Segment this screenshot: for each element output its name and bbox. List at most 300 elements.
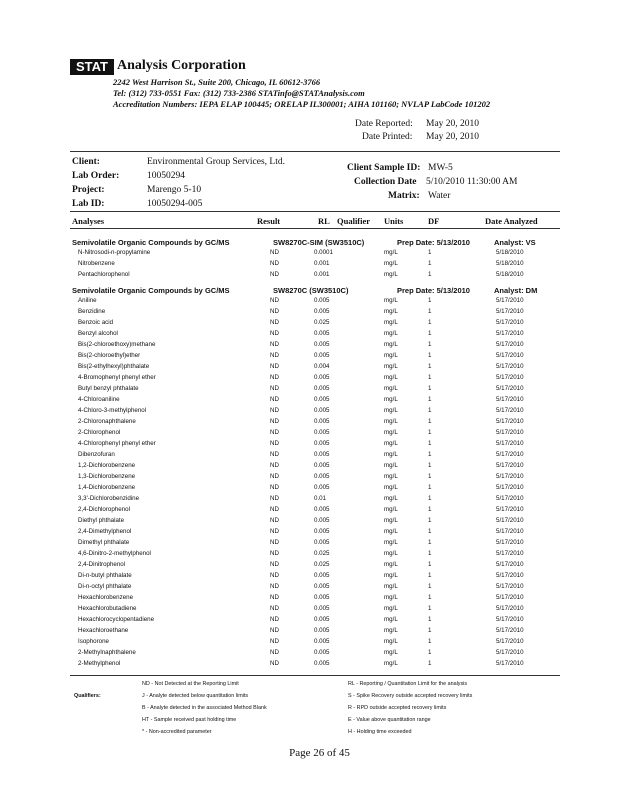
analyte-name: Bis(2-chloroethoxy)methane xyxy=(78,341,156,348)
lab-id-label: Lab ID: xyxy=(72,199,105,209)
table-row xyxy=(0,318,639,329)
analyte-name: Hexachlorobutadiene xyxy=(78,605,137,612)
result-value: ND xyxy=(270,649,279,656)
qualifier-note: * - Non-accredited parameter xyxy=(142,729,212,735)
analyte-name: Benzoic acid xyxy=(78,319,114,326)
dilution-factor: 1 xyxy=(428,407,432,414)
analyte-name: Butyl benzyl phthalate xyxy=(78,385,139,392)
reporting-limit: 0.005 xyxy=(314,539,330,546)
date-analyzed: 5/17/2010 xyxy=(496,385,524,392)
dilution-factor: 1 xyxy=(428,352,432,359)
analyte-name: 2-Methylphenol xyxy=(78,660,121,667)
date-analyzed: 5/17/2010 xyxy=(496,418,524,425)
units-value: mg/L xyxy=(384,638,398,645)
dilution-factor: 1 xyxy=(428,528,432,535)
table-row xyxy=(0,582,639,593)
reporting-limit: 0.005 xyxy=(314,572,330,579)
col-qualifier: Qualifier xyxy=(337,216,371,226)
analyte-name: 3,3'-Dichlorobenzidine xyxy=(78,495,140,502)
analyte-name: Benzidine xyxy=(78,308,106,315)
reporting-limit: 0.005 xyxy=(314,440,330,447)
date-analyzed: 5/17/2010 xyxy=(496,451,524,458)
dilution-factor: 1 xyxy=(428,627,432,634)
result-value: ND xyxy=(270,363,279,370)
lab-logo: STAT xyxy=(70,59,114,75)
table-row xyxy=(0,659,639,670)
analyte-name: 1,4-Dichlorobenzene xyxy=(78,484,136,491)
date-analyzed: 5/17/2010 xyxy=(496,319,524,326)
table-row xyxy=(0,549,639,560)
units-value: mg/L xyxy=(384,605,398,612)
section-analyst: Analyst: DM xyxy=(494,286,538,295)
date-analyzed: 5/17/2010 xyxy=(496,660,524,667)
reporting-limit: 0.005 xyxy=(314,308,330,315)
analyte-name: N-Nitrosodi-n-propylamine xyxy=(78,249,151,256)
result-value: ND xyxy=(270,660,279,667)
analyte-name: 2-Methylnaphthalene xyxy=(78,649,136,656)
result-value: ND xyxy=(270,495,279,502)
units-value: mg/L xyxy=(384,341,398,348)
table-row xyxy=(0,329,639,340)
table-row xyxy=(0,362,639,373)
lab-contact: Tel: (312) 733-0551 Fax: (312) 733-2386 STATinfo@STATAnalysis.com xyxy=(113,88,365,98)
dilution-factor: 1 xyxy=(428,374,432,381)
col-df: DF xyxy=(428,216,440,226)
date-analyzed: 5/17/2010 xyxy=(496,308,524,315)
units-value: mg/L xyxy=(384,539,398,546)
units-value: mg/L xyxy=(384,385,398,392)
units-value: mg/L xyxy=(384,407,398,414)
column-header-bottom-rule xyxy=(70,228,560,229)
table-row xyxy=(0,505,639,516)
reporting-limit: 0.005 xyxy=(314,330,330,337)
result-value: ND xyxy=(270,561,279,568)
project-value: Marengo 5-10 xyxy=(147,185,202,195)
reporting-limit: 0.005 xyxy=(314,638,330,645)
qualifier-note: B - Analyte detected in the associated Method Blank xyxy=(142,705,267,711)
result-value: ND xyxy=(270,484,279,491)
table-row xyxy=(0,461,639,472)
result-value: ND xyxy=(270,396,279,403)
lab-address: 2242 West Harrison St., Suite 200, Chicago, IL 60612-3766 xyxy=(113,77,321,87)
date-analyzed: 5/17/2010 xyxy=(496,616,524,623)
result-value: ND xyxy=(270,473,279,480)
analyte-name: 1,3-Dichlorobenzene xyxy=(78,473,136,480)
units-value: mg/L xyxy=(384,506,398,513)
analyte-name: 2-Chloronaphthalene xyxy=(78,418,136,425)
analyte-name: Hexachlorocyclopentadiene xyxy=(78,616,155,623)
result-value: ND xyxy=(270,271,279,278)
date-analyzed: 5/17/2010 xyxy=(496,506,524,513)
reporting-limit: 0.025 xyxy=(314,550,330,557)
date-analyzed: 5/18/2010 xyxy=(496,260,524,267)
dilution-factor: 1 xyxy=(428,363,432,370)
table-row xyxy=(0,516,639,527)
footer-top-rule xyxy=(70,675,560,676)
units-value: mg/L xyxy=(384,330,398,337)
dilution-factor: 1 xyxy=(428,495,432,502)
date-analyzed: 5/17/2010 xyxy=(496,572,524,579)
analyte-name: 4-Chloro-3-methylphenol xyxy=(78,407,147,414)
qualifier-note: HT - Sample received past holding time xyxy=(142,717,237,723)
date-analyzed: 5/17/2010 xyxy=(496,352,524,359)
dilution-factor: 1 xyxy=(428,385,432,392)
table-row xyxy=(0,384,639,395)
table-row xyxy=(0,406,639,417)
table-row xyxy=(0,648,639,659)
dilution-factor: 1 xyxy=(428,330,432,337)
section-method: SW8270C-SIM (SW3510C) xyxy=(273,238,365,247)
table-row xyxy=(0,307,639,318)
dilution-factor: 1 xyxy=(428,638,432,645)
result-value: ND xyxy=(270,605,279,612)
matrix-value: Water xyxy=(428,191,451,201)
date-printed-label: Date Printed: xyxy=(362,132,413,142)
col-rl: RL xyxy=(318,216,330,226)
reporting-limit: 0.025 xyxy=(314,319,330,326)
table-row xyxy=(0,604,639,615)
reporting-limit: 0.004 xyxy=(314,363,330,370)
reporting-limit: 0.005 xyxy=(314,660,330,667)
dilution-factor: 1 xyxy=(428,550,432,557)
result-value: ND xyxy=(270,319,279,326)
reporting-limit: 0.005 xyxy=(314,473,330,480)
dilution-factor: 1 xyxy=(428,660,432,667)
reporting-limit: 0.005 xyxy=(314,583,330,590)
reporting-limit: 0.005 xyxy=(314,418,330,425)
reporting-limit: 0.001 xyxy=(314,260,330,267)
date-analyzed: 5/17/2010 xyxy=(496,429,524,436)
qualifier-note: S - Spike Recovery outside accepted recovery limits xyxy=(348,693,473,699)
units-value: mg/L xyxy=(384,649,398,656)
units-value: mg/L xyxy=(384,297,398,304)
collection-date-value: 5/10/2010 11:30:00 AM xyxy=(426,177,518,187)
qualifier-note: ND - Not Detected at the Reporting Limit xyxy=(142,681,239,687)
col-result: Result xyxy=(257,216,281,226)
analyte-name: Hexachlorobenzene xyxy=(78,594,134,601)
units-value: mg/L xyxy=(384,440,398,447)
units-value: mg/L xyxy=(384,260,398,267)
table-row xyxy=(0,296,639,307)
table-row xyxy=(0,560,639,571)
matrix-label: Matrix: xyxy=(388,191,420,201)
units-value: mg/L xyxy=(384,308,398,315)
units-value: mg/L xyxy=(384,451,398,458)
date-analyzed: 5/18/2010 xyxy=(496,271,524,278)
section-method: SW8270C (SW3510C) xyxy=(273,286,349,295)
result-value: ND xyxy=(270,352,279,359)
header-top-rule xyxy=(70,151,560,152)
result-value: ND xyxy=(270,440,279,447)
section-prep-date: Prep Date: 5/13/2010 xyxy=(397,286,470,295)
result-value: ND xyxy=(270,418,279,425)
date-printed: May 20, 2010 xyxy=(426,132,480,142)
dilution-factor: 1 xyxy=(428,605,432,612)
result-value: ND xyxy=(270,374,279,381)
table-row xyxy=(0,270,639,281)
result-value: ND xyxy=(270,297,279,304)
date-analyzed: 5/17/2010 xyxy=(496,330,524,337)
date-analyzed: 5/17/2010 xyxy=(496,594,524,601)
date-analyzed: 5/17/2010 xyxy=(496,363,524,370)
client-value: Environmental Group Services, Ltd. xyxy=(147,157,285,167)
reporting-limit: 0.001 xyxy=(314,271,330,278)
result-value: ND xyxy=(270,616,279,623)
result-value: ND xyxy=(270,627,279,634)
dilution-factor: 1 xyxy=(428,297,432,304)
date-analyzed: 5/17/2010 xyxy=(496,539,524,546)
table-row xyxy=(0,259,639,270)
lab-accreditation: Accreditation Numbers: IEPA ELAP 100445; ORELAP IL300001; AIHA 101160; NVLAP LabCode 101202 xyxy=(113,99,491,109)
date-analyzed: 5/17/2010 xyxy=(496,583,524,590)
section-title: Semivolatile Organic Compounds by GC/MS xyxy=(72,286,230,295)
result-value: ND xyxy=(270,308,279,315)
dilution-factor: 1 xyxy=(428,440,432,447)
reporting-limit: 0.01 xyxy=(314,495,327,502)
date-analyzed: 5/17/2010 xyxy=(496,649,524,656)
table-row xyxy=(0,395,639,406)
page-number: Page 26 of 45 xyxy=(289,747,350,759)
section-title: Semivolatile Organic Compounds by GC/MS xyxy=(72,238,230,247)
analyte-name: Bis(2-ethylhexyl)phthalate xyxy=(78,363,150,370)
dilution-factor: 1 xyxy=(428,649,432,656)
dilution-factor: 1 xyxy=(428,539,432,546)
date-reported: May 20, 2010 xyxy=(426,119,480,129)
collection-date-label: Collection Date xyxy=(354,177,417,187)
date-analyzed: 5/17/2010 xyxy=(496,407,524,414)
reporting-limit: 0.005 xyxy=(314,528,330,535)
units-value: mg/L xyxy=(384,418,398,425)
reporting-limit: 0.005 xyxy=(314,341,330,348)
table-row xyxy=(0,494,639,505)
analyte-name: Aniline xyxy=(78,297,97,304)
analyte-name: Nitrobenzene xyxy=(78,260,115,267)
units-value: mg/L xyxy=(384,572,398,579)
dilution-factor: 1 xyxy=(428,396,432,403)
result-value: ND xyxy=(270,407,279,414)
analyte-name: Bis(2-chloroethyl)ether xyxy=(78,352,141,359)
dilution-factor: 1 xyxy=(428,616,432,623)
dilution-factor: 1 xyxy=(428,561,432,568)
dilution-factor: 1 xyxy=(428,418,432,425)
qualifier-note: E - Value above quantitation range xyxy=(348,717,431,723)
result-value: ND xyxy=(270,539,279,546)
result-value: ND xyxy=(270,638,279,645)
date-reported-label: Date Reported: xyxy=(355,119,413,129)
result-value: ND xyxy=(270,249,279,256)
result-value: ND xyxy=(270,260,279,267)
analyte-name: Benzyl alcohol xyxy=(78,330,118,337)
result-value: ND xyxy=(270,341,279,348)
result-value: ND xyxy=(270,451,279,458)
analyte-name: 2,4-Dinitrophenol xyxy=(78,561,126,568)
units-value: mg/L xyxy=(384,462,398,469)
table-row xyxy=(0,472,639,483)
analyte-name: 4-Chlorophenyl phenyl ether xyxy=(78,440,156,447)
reporting-limit: 0.005 xyxy=(314,594,330,601)
date-analyzed: 5/17/2010 xyxy=(496,484,524,491)
date-analyzed: 5/17/2010 xyxy=(496,396,524,403)
analyte-name: Di-n-butyl phthalate xyxy=(78,572,132,579)
analyte-name: Dimethyl phthalate xyxy=(78,539,130,546)
table-row xyxy=(0,450,639,461)
qualifier-note: J - Analyte detected below quantitation limits xyxy=(142,693,249,699)
analyte-name: Pentachlorophenol xyxy=(78,271,130,278)
dilution-factor: 1 xyxy=(428,473,432,480)
units-value: mg/L xyxy=(384,616,398,623)
result-value: ND xyxy=(270,462,279,469)
date-analyzed: 5/17/2010 xyxy=(496,440,524,447)
dilution-factor: 1 xyxy=(428,583,432,590)
date-analyzed: 5/17/2010 xyxy=(496,627,524,634)
analyte-name: Hexachloroethane xyxy=(78,627,129,634)
result-value: ND xyxy=(270,506,279,513)
units-value: mg/L xyxy=(384,550,398,557)
analyte-name: 2,4-Dichlorophenol xyxy=(78,506,130,513)
dilution-factor: 1 xyxy=(428,260,432,267)
table-row xyxy=(0,593,639,604)
date-analyzed: 5/17/2010 xyxy=(496,473,524,480)
dilution-factor: 1 xyxy=(428,319,432,326)
dilution-factor: 1 xyxy=(428,484,432,491)
units-value: mg/L xyxy=(384,473,398,480)
table-row xyxy=(0,615,639,626)
reporting-limit: 0.005 xyxy=(314,407,330,414)
reporting-limit: 0.005 xyxy=(314,484,330,491)
analyte-name: 2,4-Dimethylphenol xyxy=(78,528,132,535)
units-value: mg/L xyxy=(384,627,398,634)
reporting-limit: 0.005 xyxy=(314,429,330,436)
reporting-limit: 0.005 xyxy=(314,396,330,403)
table-row xyxy=(0,637,639,648)
date-analyzed: 5/17/2010 xyxy=(496,561,524,568)
reporting-limit: 0.005 xyxy=(314,374,330,381)
date-analyzed: 5/17/2010 xyxy=(496,605,524,612)
result-value: ND xyxy=(270,583,279,590)
result-value: ND xyxy=(270,550,279,557)
table-row xyxy=(0,417,639,428)
qualifier-note: RL - Reporting / Quantitation Limit for the analysis xyxy=(348,681,468,687)
reporting-limit: 0.005 xyxy=(314,517,330,524)
dilution-factor: 1 xyxy=(428,451,432,458)
table-row xyxy=(0,340,639,351)
analyte-name: Dibenzofuran xyxy=(78,451,115,458)
table-row xyxy=(0,483,639,494)
analyte-name: 4,6-Dinitro-2-methylphenol xyxy=(78,550,151,557)
reporting-limit: 0.005 xyxy=(314,616,330,623)
reporting-limit: 0.0001 xyxy=(314,249,333,256)
table-row xyxy=(0,248,639,259)
sample-id-label: Client Sample ID: xyxy=(347,163,421,173)
column-header-top-rule xyxy=(70,211,560,212)
result-value: ND xyxy=(270,572,279,579)
units-value: mg/L xyxy=(384,561,398,568)
units-value: mg/L xyxy=(384,249,398,256)
table-row xyxy=(0,626,639,637)
analyte-name: 4-Bromophenyl phenyl ether xyxy=(78,374,156,381)
analyte-name: Isophorone xyxy=(78,638,109,645)
section-analyst: Analyst: VS xyxy=(494,238,536,247)
dilution-factor: 1 xyxy=(428,249,432,256)
qualifier-note: R - RPD outside accepted recovery limits xyxy=(348,705,447,711)
lab-name: Analysis Corporation xyxy=(117,58,246,73)
result-value: ND xyxy=(270,429,279,436)
result-value: ND xyxy=(270,385,279,392)
units-value: mg/L xyxy=(384,583,398,590)
units-value: mg/L xyxy=(384,594,398,601)
dilution-factor: 1 xyxy=(428,462,432,469)
result-value: ND xyxy=(270,528,279,535)
dilution-factor: 1 xyxy=(428,341,432,348)
analyte-name: 2-Chlorophenol xyxy=(78,429,121,436)
reporting-limit: 0.005 xyxy=(314,297,330,304)
date-analyzed: 5/17/2010 xyxy=(496,517,524,524)
date-analyzed: 5/17/2010 xyxy=(496,638,524,645)
units-value: mg/L xyxy=(384,528,398,535)
date-analyzed: 5/17/2010 xyxy=(496,341,524,348)
units-value: mg/L xyxy=(384,352,398,359)
table-row xyxy=(0,373,639,384)
reporting-limit: 0.005 xyxy=(314,462,330,469)
table-row xyxy=(0,538,639,549)
table-row xyxy=(0,439,639,450)
reporting-limit: 0.005 xyxy=(314,506,330,513)
lab-id-value: 10050294-005 xyxy=(147,199,203,209)
units-value: mg/L xyxy=(384,517,398,524)
date-analyzed: 5/17/2010 xyxy=(496,297,524,304)
date-analyzed: 5/17/2010 xyxy=(496,374,524,381)
date-analyzed: 5/17/2010 xyxy=(496,528,524,535)
units-value: mg/L xyxy=(384,429,398,436)
units-value: mg/L xyxy=(384,363,398,370)
units-value: mg/L xyxy=(384,319,398,326)
reporting-limit: 0.005 xyxy=(314,627,330,634)
qualifiers-label: Qualifiers: xyxy=(74,693,101,699)
table-row xyxy=(0,571,639,582)
date-analyzed: 5/17/2010 xyxy=(496,462,524,469)
dilution-factor: 1 xyxy=(428,506,432,513)
dilution-factor: 1 xyxy=(428,517,432,524)
table-row xyxy=(0,428,639,439)
reporting-limit: 0.005 xyxy=(314,649,330,656)
reporting-limit: 0.005 xyxy=(314,352,330,359)
analyte-name: 1,2-Dichlorobenzene xyxy=(78,462,136,469)
analyte-name: Di-n-octyl phthalate xyxy=(78,583,132,590)
reporting-limit: 0.005 xyxy=(314,605,330,612)
result-value: ND xyxy=(270,517,279,524)
units-value: mg/L xyxy=(384,374,398,381)
units-value: mg/L xyxy=(384,660,398,667)
dilution-factor: 1 xyxy=(428,271,432,278)
client-label: Client: xyxy=(72,157,100,167)
col-analyses: Analyses xyxy=(72,216,105,226)
analyte-name: Diethyl phthalate xyxy=(78,517,125,524)
date-analyzed: 5/17/2010 xyxy=(496,550,524,557)
dilution-factor: 1 xyxy=(428,572,432,579)
qualifier-note: H - Holding time exceeded xyxy=(348,729,412,735)
units-value: mg/L xyxy=(384,495,398,502)
result-value: ND xyxy=(270,594,279,601)
reporting-limit: 0.005 xyxy=(314,451,330,458)
lab-order-label: Lab Order: xyxy=(72,171,120,181)
reporting-limit: 0.005 xyxy=(314,385,330,392)
lab-order-value: 10050294 xyxy=(147,171,185,181)
result-value: ND xyxy=(270,330,279,337)
units-value: mg/L xyxy=(384,484,398,491)
units-value: mg/L xyxy=(384,396,398,403)
sample-id-value: MW-5 xyxy=(428,163,453,173)
reporting-limit: 0.025 xyxy=(314,561,330,568)
